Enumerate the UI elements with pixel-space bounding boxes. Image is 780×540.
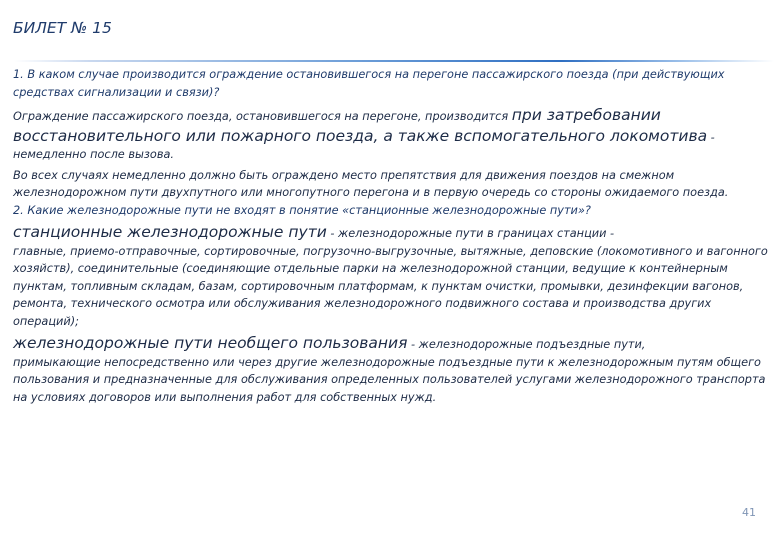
ticket-title: БИЛЕТ № 15 bbox=[13, 19, 112, 37]
answer-1-lead: Ограждение пассажирского поезда, остановившегося на перегоне, производится bbox=[13, 110, 512, 123]
term-station-tracks: станционные железнодорожные пути bbox=[13, 223, 327, 241]
definition-station-tracks-lead: - железнодорожные пути в границах станции - bbox=[326, 227, 615, 240]
answer-1-emphasis: при затребовании восстановительного или пожарного поезда, а также вспомогательного локомотива bbox=[13, 106, 708, 145]
definition-station-tracks-body: главные, приемо-отправочные, сортировочные, погрузочно-выгрузочные, вытяжные, деповские (локомотивного и вагонного хозяйств), соединительные (соединяющие отдельные парки на железнодорожной станции, ведущие к контейнерным пунктам, топливным складам, базам, сортировочным платформам, к пунктам очистки, промывки, дезинфекции вагонов, ремонта, технического осмотра или обслуживания железнодорожного подвижного состава и производства других операций); bbox=[13, 244, 768, 328]
answer-1-note: Во всех случаях немедленно должно быть ограждено место препятствия для движения поездов на смежном железнодорожном пути двухпутного или многопутного перегона и в первую очередь со стороны ожидаемого поезда. bbox=[13, 168, 729, 199]
term-non-public-tracks: железнодорожные пути необщего пользования bbox=[13, 334, 408, 352]
definition-non-public-tracks-lead: - железнодорожные подъездные пути, bbox=[407, 338, 646, 351]
question-1: 1. В каком случае производится ограждение остановившегося на перегоне пассажирского поезда (при действующих средствах сигнализации и связи)? bbox=[13, 68, 725, 99]
definition-station-tracks bbox=[13, 222, 773, 330]
definition-non-public-tracks-body: примыкающие непосредственно или через другие железнодорожные подъездные пути к железнодорожным путям общего пользования и предназначенные для обслуживания определенных пользователей услугами железнодорожного транспорта на условиях договоров или выполнения работ для собственных нужд. bbox=[13, 355, 766, 404]
answer-1-tail: - немедленно после вызова. bbox=[13, 130, 715, 161]
ticket-content bbox=[13, 66, 773, 406]
title-divider bbox=[14, 60, 774, 62]
definition-non-public-tracks bbox=[13, 333, 773, 406]
page-number: 41 bbox=[742, 506, 756, 519]
question-2: 2. Какие железнодорожные пути не входят в понятие «станционные железнодорожные пути»? bbox=[13, 203, 591, 217]
answer-1 bbox=[13, 105, 773, 164]
